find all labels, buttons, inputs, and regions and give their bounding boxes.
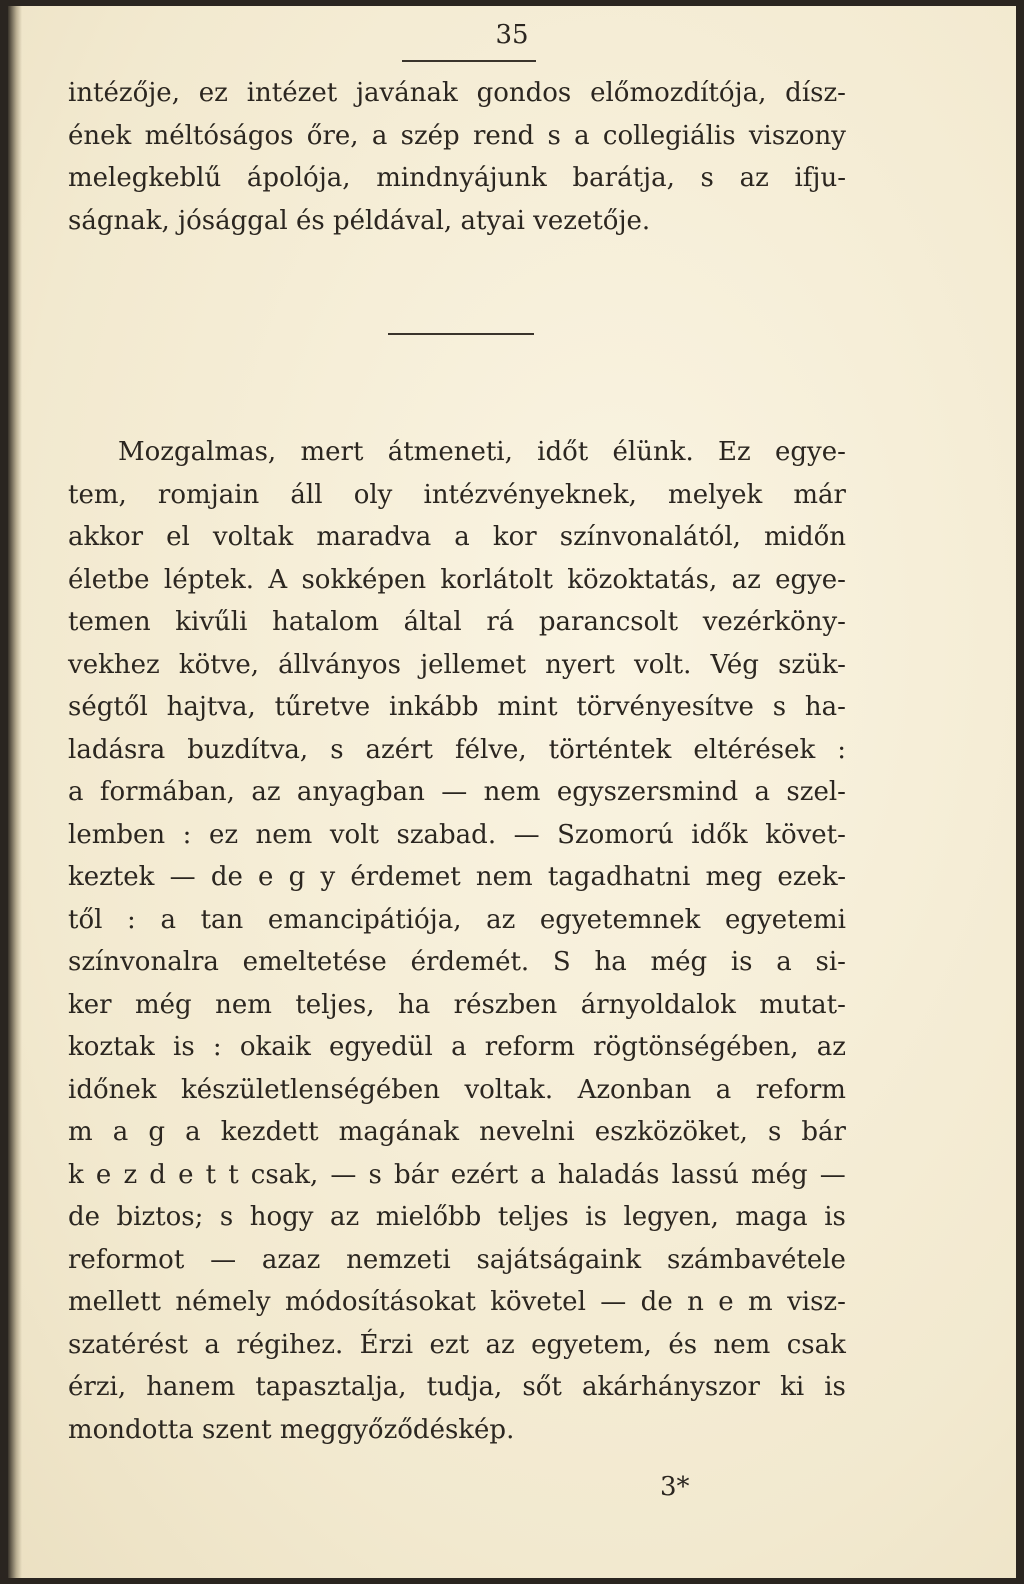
text-line: ének méltóságos őre, a szép rend s a collegiális viszony xyxy=(68,120,846,151)
text-line: tem, romjain áll oly intézvényeknek, melyek már xyxy=(68,479,846,510)
binding-shadow xyxy=(8,6,22,1578)
text-line: érzi, hanem tapasztalja, tudja, sőt akárhányszor ki is xyxy=(68,1372,846,1402)
text-line: vekhez kötve, állványos jellemet nyert volt. Vég szük- xyxy=(68,649,846,680)
text-line: reformot — azaz nemzeti sajátságaink számbavétele xyxy=(68,1244,846,1275)
text-line: Mozgalmas, mert átmeneti, időt élünk. Ez egye- xyxy=(118,437,846,467)
text-line: ságnak, jósággal és példával, atyai vezetője. xyxy=(68,205,651,236)
book-page xyxy=(8,6,1016,1578)
text-line: mellett némely módosításokat követel — de n e m visz- xyxy=(68,1287,846,1317)
section-divider xyxy=(388,333,534,335)
text-line: életbe léptek. A sokképen korlátolt közoktatás, az egye- xyxy=(68,564,846,595)
text-line: koztak is : okaik egyedül a reform rögtönségében, az xyxy=(68,1032,846,1062)
header-rule xyxy=(402,60,536,62)
text-line: temen kivűli hatalom által rá parancsolt vezérköny- xyxy=(68,607,846,637)
text-line: a formában, az anyagban — nem egyszersmind a szel- xyxy=(68,777,846,807)
text-line: melegkeblű ápolója, mindnyájunk barátja, s az ifju- xyxy=(68,163,846,193)
text-line: ladásra buzdítva, s azért félve, történtek eltérések : xyxy=(68,734,846,765)
text-line: ker még nem teljes, ha részben árnyoldalok mutat- xyxy=(68,989,846,1020)
text-line: től : a tan emancipátiója, az egyetemnek egyetemi xyxy=(68,904,846,935)
text-line: lemben : ez nem volt szabad. — Szomorú idők követ- xyxy=(68,819,846,850)
text-line: k e z d e t t csak, — s bár ezért a haladás lassú még — xyxy=(68,1159,846,1190)
paragraph-1 xyxy=(68,72,846,242)
text-line: ségtől hajtva, tűretve inkább mint törvényesítve s ha- xyxy=(68,692,846,722)
text-line: mondotta szent meggyőződéskép. xyxy=(68,1414,515,1445)
text-line: akkor el voltak maradva a kor színvonalától, midőn xyxy=(68,522,846,552)
text-line: m a g a kezdett magának nevelni eszközöket, s bár xyxy=(68,1117,846,1147)
page-number: 35 xyxy=(495,20,529,50)
text-line: szatérést a régihez. Érzi ezt az egyetem, és nem csak xyxy=(68,1329,846,1360)
paragraph-2 xyxy=(68,431,846,1451)
text-line: keztek — de e g y érdemet nem tagadhatni meg ezek- xyxy=(68,862,846,892)
text-line: időnek készületlenségében voltak. Azonban a reform xyxy=(68,1074,846,1105)
text-line: színvonalra emeltetése érdemét. S ha még is a si- xyxy=(68,947,846,977)
text-line: intézője, ez intézet javának gondos előmozdítója, dísz- xyxy=(68,78,846,108)
text-line: de biztos; s hogy az mielőbb teljes is legyen, maga is xyxy=(68,1202,846,1232)
signature-mark: 3* xyxy=(660,1472,690,1502)
